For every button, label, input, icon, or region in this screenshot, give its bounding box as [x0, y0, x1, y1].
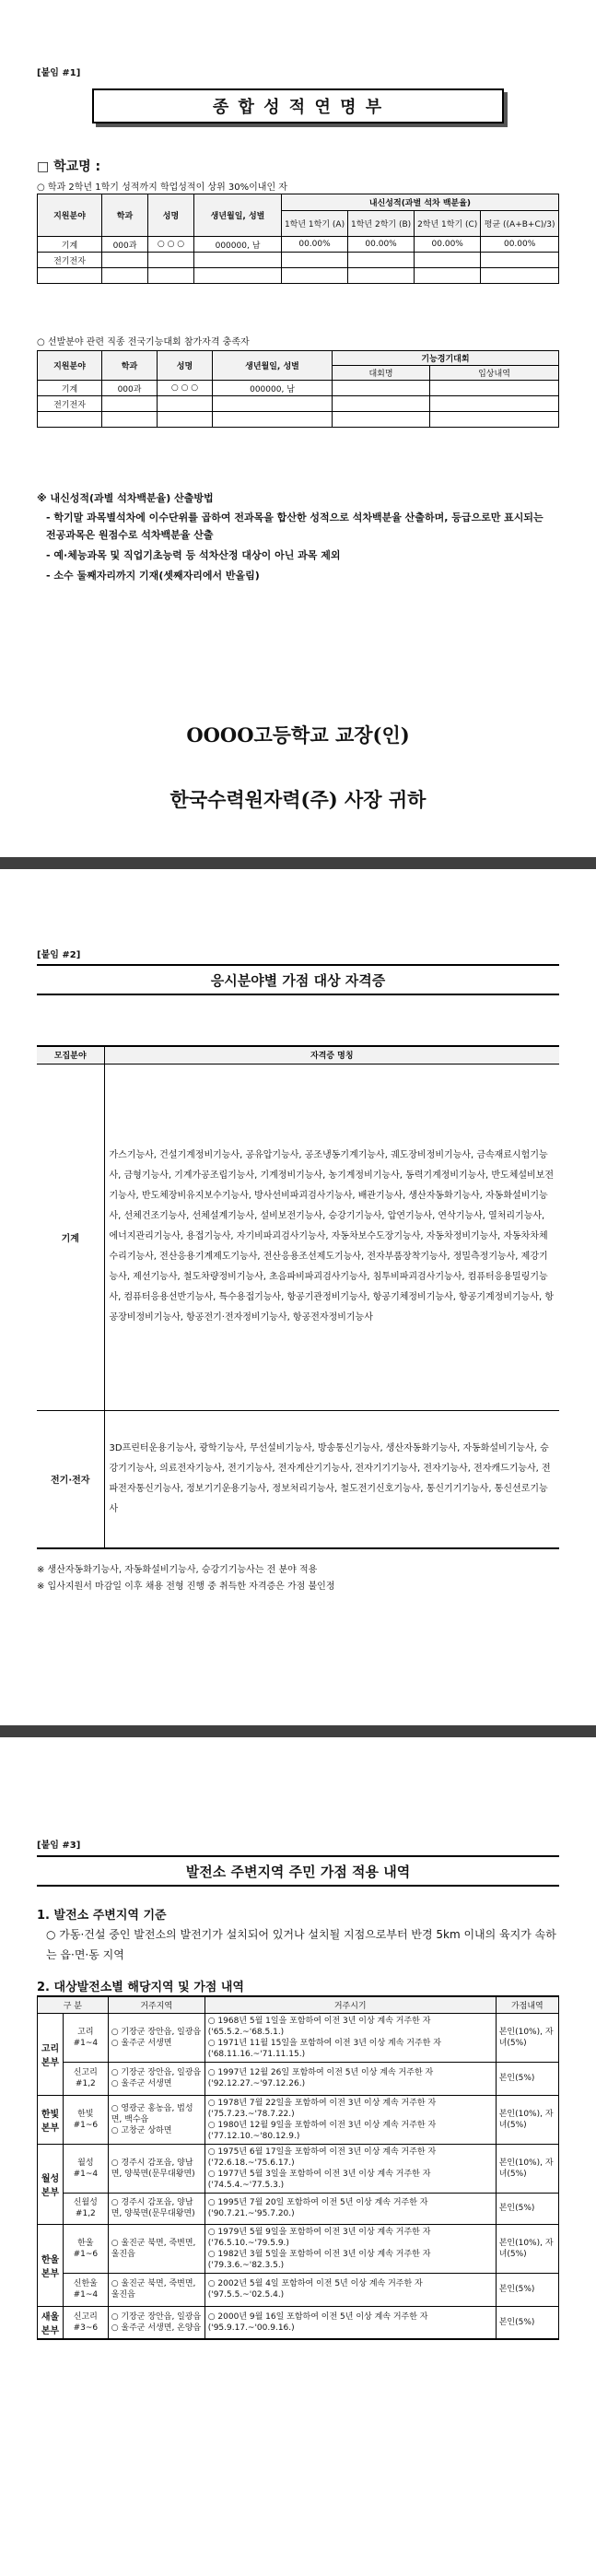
plant-cell: 신한울#1~4	[64, 2273, 109, 2306]
region-cell: ○ 영광군 홍농읍, 법성면, 백수읍 ○ 고창군 상하면	[108, 2095, 205, 2144]
bonus-cell: 본인(5%)	[496, 2273, 558, 2306]
cell: 기계	[38, 381, 102, 396]
cell: 기계	[38, 237, 102, 253]
page-title-box	[37, 1855, 559, 1887]
page-title: 발전소 주변지역 주민 가점 적용 내역	[185, 1863, 411, 1880]
hq-cell: 월성 본부	[38, 2144, 64, 2224]
col-header: 거주지역	[108, 1996, 205, 2013]
plant-cell: 고리#1~4	[64, 2013, 109, 2062]
table-row	[38, 396, 559, 412]
competition-table	[37, 350, 559, 428]
cell: 000과	[102, 381, 158, 396]
region-cell: ○ 경주시 감포읍, 양남면, 양북면(문무대왕면)	[108, 2144, 205, 2193]
table-row	[38, 381, 559, 396]
cell: 000과	[102, 237, 148, 253]
cell: 전기전자	[38, 253, 102, 268]
certs-cell: 3D프린터운용기능사, 광학기능사, 무선설비기능사, 방송통신기능사, 생산자동화기능사, 자동화설비기능사, 승강기기능사, 의료전자기능사, 전기기능사, 전자계산기기능사, 전자기기기능사, 전자기능사, 전자캐드기능사, 전파전자통신기능사, 정보기기운용기능사, 정보처리기능사, 철도전기신호기능사, 통신기기기능사, 통신선로기능사	[104, 1410, 559, 1548]
col-header: 학과	[102, 194, 148, 237]
page-3	[0, 1737, 596, 2576]
bonus-cell: 본인(10%), 자녀(5%)	[496, 2144, 558, 2193]
table-row	[37, 1064, 559, 1410]
page-separator	[0, 1725, 596, 1737]
sub-header: 평균 ((A+B+C)/3)	[481, 211, 559, 237]
section-heading: 2. 대상발전소별 해당지역 및 가점 내역	[37, 1981, 244, 1994]
method-item: - 학기말 과목별석차에 이수단위를 곱하여 전과목을 합산한 성적으로 석차백분율 산출하며, 등급으로만 표시되는 전공과목은 원점수로 석차백분율 산출	[46, 512, 543, 541]
period-cell: ○ 1995년 7월 20일 포함하여 이전 5년 이상 계속 거주한 자('90.7.21.~'95.7.20.)	[205, 2193, 496, 2224]
col-header: 성명	[148, 194, 194, 237]
period-cell: ○ 1978년 7월 22일을 포함하여 이전 3년 이상 계속 거주한 자('75.7.23.~'78.7.22.) ○ 1980년 12월 9일을 포함하여 이전 3년 이상 계속 거주한 자('77.12.10.~'80.12.9.)	[205, 2095, 496, 2144]
col-header: 지원분야	[38, 351, 102, 381]
attachment-tag: [붙임 #2]	[37, 950, 81, 960]
table-row	[38, 412, 559, 428]
plant-cell: 한빛#1~6	[64, 2095, 109, 2144]
cell: 000000, 남	[213, 381, 333, 396]
hq-cell: 한울 본부	[38, 2224, 64, 2306]
plant-cell: 월성#1~4	[64, 2144, 109, 2193]
plant-cell: 신고리#3~6	[64, 2306, 109, 2339]
col-header: 학과	[102, 351, 158, 381]
col-header: 구 분	[38, 1996, 109, 2013]
method-title: ※ 내신성적(과별 석차백분율) 산출방법	[37, 492, 214, 504]
sub-header: 1학년 2학기 (B)	[348, 211, 415, 237]
table-row	[37, 1410, 559, 1548]
section-heading: 1. 발전소 주변지역 기준	[37, 1909, 167, 1923]
region-cell: ○ 기장군 장안읍, 일광읍 ○ 울주군 서생면	[108, 2013, 205, 2062]
bonus-cell: 본인(5%)	[496, 2306, 558, 2339]
page-title-box	[92, 88, 504, 124]
attachment-tag: [붙임 #1]	[37, 68, 81, 78]
competition-note: ○ 선발분야 관련 직종 전국기능대회 참가자격 충족자	[37, 337, 250, 347]
attachment-tag: [붙임 #3]	[37, 1841, 81, 1851]
table-row	[38, 2193, 559, 2224]
col-header: 지원분야	[38, 194, 102, 237]
criteria-note: ○ 학과 2학년 1학기 성적까지 학업성적이 상위 30%이내인 자	[37, 182, 287, 193]
region-table	[37, 1995, 559, 2340]
field-cell: 전기·전자	[37, 1410, 104, 1548]
hq-cell: 고리 본부	[38, 2013, 64, 2095]
col-group-header: 기능경기대회	[333, 351, 559, 366]
cell: 00.00%	[348, 237, 415, 253]
period-cell: ○ 2002년 5월 4일 포함하여 이전 5년 이상 계속 거주한 자('97.5.5.~'02.5.4.)	[205, 2273, 496, 2306]
note: ※ 입사지원서 마감일 이후 채용 전형 진행 중 취득한 자격증은 가점 불인정	[37, 1582, 335, 1592]
table-row	[38, 2095, 559, 2144]
bonus-cell: 본인(5%)	[496, 2193, 558, 2224]
method-item: - 예·체능과목 및 직업기초능력 등 석차산정 대상이 아닌 과목 제외	[46, 549, 341, 561]
bonus-cell: 본인(5%)	[496, 2062, 558, 2095]
page-1	[0, 0, 596, 857]
period-cell: ○ 1997년 12월 26일 포함하여 이전 5년 이상 계속 거주한 자('92.12.27.~'97.12.26.)	[205, 2062, 496, 2095]
col-header: 생년월일, 성별	[213, 351, 333, 381]
table-row	[38, 237, 559, 253]
plant-cell: 한울#1~6	[64, 2224, 109, 2273]
table-row	[38, 2013, 559, 2062]
sub-header: 1학년 1학기 (A)	[282, 211, 348, 237]
certs-cell: 가스기능사, 건설기계정비기능사, 공유압기능사, 공조냉동기계기능사, 궤도장비정비기능사, 금속재료시험기능사, 금형기능사, 기계가공조립기능사, 기계정비기능사, 농기계정비기능사, 동력기계정비기능사, 반도체설비보전기능사, 반도체장비유지보수기능사, 방사선비파괴검사기능사, 배관기능사, 생산자동화기능사, 자동화설비기능사, 선체건조기능사, 선체설계기능사, 설비보전기능사, 승강기기능사, 압연기능사, 연삭기능사, 열처리기능사, 에너지관리기능사, 용접기능사, 자기비파괴검사기능사, 자동차보수도장기능사, 자동차정비기능사, 자동차차체수리기능사, 전산응용기계제도기능사, 전산응용조선제도기능사, 전자부품장착기능사, 정밀측정기능사, 제강기능사, 제선기능사, 철도차량정비기능사, 초음파비파괴검사기능사, 침투비파괴검사기능사, 컴퓨터응용밀링기능사, 컴퓨터응용선반기능사, 특수용접기능사, 항공기관정비기능사, 항공기체정비기능사, 항공기계정비기능사, 항공장비정비기능사, 항공전기·전자정비기능사, 항공전자정비기능사	[104, 1064, 559, 1410]
section-text: ○ 가동·건설 중인 발전소의 발전기가 설치되어 있거나 설치될 지점으로부터 반경 5km 이내의 육지가 속하는 읍·면·동 지역	[46, 1928, 556, 1961]
bonus-cell: 본인(10%), 자녀(5%)	[496, 2095, 558, 2144]
table-row	[38, 2273, 559, 2306]
cell: 00.00%	[415, 237, 481, 253]
plant-cell: 신고리#1,2	[64, 2062, 109, 2095]
hq-cell: 한빛 본부	[38, 2095, 64, 2144]
col-header: 생년월일, 성별	[194, 194, 282, 237]
cell: ○ ○ ○	[148, 237, 194, 253]
plant-cell: 신월성#1,2	[64, 2193, 109, 2224]
col-group-header: 내신성적(과별 석차 백분율)	[282, 194, 559, 211]
cert-table	[37, 1045, 559, 1549]
page-2	[0, 869, 596, 1725]
school-name-label: □ 학교명 :	[37, 159, 101, 174]
col-header: 거주시기	[205, 1996, 496, 2013]
cell: 전기전자	[38, 396, 102, 412]
cell: 000000, 남	[194, 237, 282, 253]
table-row	[38, 268, 559, 284]
table-row	[38, 253, 559, 268]
page-separator	[0, 857, 596, 869]
col-header: 가점내역	[496, 1996, 558, 2013]
region-cell: ○ 기장군 장안읍, 일광읍 ○ 울주군 서생면	[108, 2062, 205, 2095]
bonus-cell: 본인(10%), 자녀(5%)	[496, 2224, 558, 2273]
col-header: 모집분야	[37, 1046, 104, 1064]
recipient: 한국수력원자력(주) 사장 귀하	[169, 788, 427, 811]
sub-header: 입상내역	[430, 366, 559, 381]
region-cell: ○ 기장군 장안읍, 일광읍 ○ 울주군 서생면, 온양읍	[108, 2306, 205, 2339]
field-cell: 기계	[37, 1064, 104, 1410]
cell: 00.00%	[481, 237, 559, 253]
region-cell: ○ 울진군 북면, 죽변면, 울진읍	[108, 2273, 205, 2306]
note: ※ 생산자동화기능사, 자동화설비기능사, 승강기기능사는 전 분야 적용	[37, 1565, 318, 1575]
table-row	[38, 2062, 559, 2095]
period-cell: ○ 1979년 5월 9일을 포함하여 이전 3년 이상 계속 거주한 자('76.5.10.~'79.5.9.) ○ 1982년 3월 5일을 포함하여 이전 3년 이상 계속 거주한 자('79.3.6.~'82.3.5.)	[205, 2224, 496, 2273]
hq-cell: 새울 본부	[38, 2306, 64, 2339]
period-cell: ○ 2000년 9월 16일 포함하여 이전 5년 이상 계속 거주한 자('95.9.17.~'00.9.16.)	[205, 2306, 496, 2339]
table-row	[38, 2306, 559, 2339]
region-cell: ○ 경주시 감포읍, 양남면, 양북면(문무대왕면)	[108, 2193, 205, 2224]
table-row	[38, 2224, 559, 2273]
page-title: 응시분야별 가점 대상 자격증	[210, 971, 386, 989]
method-item: - 소수 둘째자리까지 기재(셋째자리에서 반올림)	[46, 570, 260, 582]
cell: 00.00%	[282, 237, 348, 253]
bonus-cell: 본인(10%), 자녀(5%)	[496, 2013, 558, 2062]
page-title-box	[37, 964, 559, 995]
cell: ○ ○ ○	[158, 381, 213, 396]
page-title: 종 합 성 적 연 명 부	[212, 98, 384, 117]
principal-signature: OOOO고등학교 교장(인)	[186, 723, 410, 747]
period-cell: ○ 1975년 6월 17일을 포함하여 이전 3년 이상 계속 거주한 자('72.6.18.~'75.6.17.) ○ 1977년 5월 3일을 포함하여 이전 3년 이상 계속 거주한 자('74.5.4.~'77.5.3.)	[205, 2144, 496, 2193]
sub-header: 2학년 1학기 (C)	[415, 211, 481, 237]
period-cell: ○ 1968년 5월 1일을 포함하여 이전 3년 이상 계속 거주한 자('65.5.2.~'68.5.1.) ○ 1971년 11월 15일을 포함하여 이전 3년 이상 계속 거주한 자('68.11.16.~'71.11.15.)	[205, 2013, 496, 2062]
col-header: 자격증 명칭	[104, 1046, 559, 1064]
sub-header: 대회명	[333, 366, 430, 381]
grades-table	[37, 194, 559, 284]
table-row	[38, 2144, 559, 2193]
region-cell: ○ 울진군 북면, 죽변면, 울진읍	[108, 2224, 205, 2273]
col-header: 성명	[158, 351, 213, 381]
